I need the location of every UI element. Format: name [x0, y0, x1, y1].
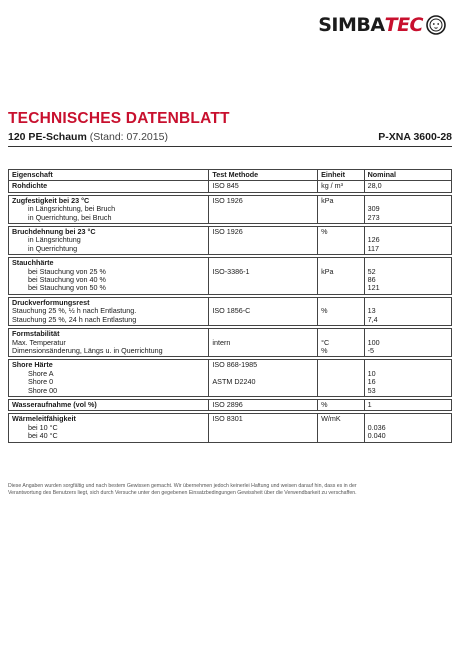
sub-property: bei 10 °C: [28, 422, 58, 432]
unit-value: °C: [321, 337, 330, 347]
unit: kPa: [318, 195, 365, 223]
value: 13: [367, 306, 376, 316]
test-method: ISO 2896: [209, 399, 318, 410]
test-method: ISO 1926: [209, 195, 318, 223]
column-header-nominal: Nominal: [364, 170, 451, 181]
unit: [318, 329, 365, 357]
nominal-value: [364, 329, 451, 357]
property-cell: [9, 297, 209, 325]
test-method-value: ISO-3386-1: [212, 266, 250, 276]
table-row: [9, 297, 452, 325]
unit: %: [318, 399, 365, 410]
property-label: Rohdichte: [9, 181, 209, 192]
table-row: [9, 360, 452, 397]
test-method: [209, 258, 318, 295]
value: 309: [367, 204, 380, 214]
disclaimer-line: Verantwortung des Benutzers liegt, sich durch Versuche unter den gegebenen Einsatzbedingungen Gewissheit über die Verwendbarkeit zu verschaffen.: [8, 490, 357, 496]
nominal-value: [364, 227, 451, 255]
property-cell: [9, 195, 209, 223]
property-cell: [9, 258, 209, 295]
property-label: Zugfestigkeit bei 23 °C: [12, 195, 90, 205]
page-title: TECHNISCHES DATENBLATT: [8, 110, 230, 127]
unit-value: %: [321, 345, 328, 355]
disclaimer-line: Diese Angaben wurden sorgfältig und nach bestem Gewissen gemacht. Wir übernehmen jedoch keinerlei Haftung und weisen darauf hin, dass es in der: [8, 483, 357, 489]
sub-property: bei Stauchung von 50 %: [28, 283, 106, 293]
property-label: Druckverformungsrest: [12, 297, 90, 307]
unit: %: [318, 227, 365, 255]
sub-property: bei Stauchung von 40 %: [28, 275, 106, 285]
nominal-value: [364, 195, 451, 223]
unit: kg / m³: [318, 181, 365, 192]
sub-property: in Längsrichtung: [28, 235, 81, 245]
property-cell: [9, 414, 209, 442]
logo-text-simba: SIMBA: [318, 14, 385, 36]
sub-property: Max. Temperatur: [12, 337, 66, 347]
unit-value: kPa: [321, 266, 334, 276]
test-method-value: ISO 868-1985: [212, 360, 258, 370]
test-method: [209, 297, 318, 325]
test-method-value: intern: [212, 337, 231, 347]
test-method: ISO 8301: [209, 414, 318, 442]
title-divider: [8, 146, 452, 147]
unit: [318, 360, 365, 397]
property-cell: [9, 227, 209, 255]
value: 100: [367, 337, 380, 347]
value: 117: [367, 243, 380, 253]
sub-property: in Querrichtung, bei Bruch: [28, 212, 112, 222]
value: 16: [367, 377, 376, 387]
unit: [318, 258, 365, 295]
nominal-value: [364, 414, 451, 442]
column-header-property: Eigenschaft: [9, 170, 209, 181]
table-row: [9, 399, 452, 410]
value: 0.036: [367, 422, 386, 432]
unit: [318, 297, 365, 325]
sub-property: bei Stauchung von 25 %: [28, 266, 106, 276]
nominal-value: [364, 360, 451, 397]
test-method-value: ISO 1856-C: [212, 306, 251, 316]
property-label: Bruchdehnung bei 23 °C: [12, 227, 96, 237]
test-method: ISO 845: [209, 181, 318, 192]
table-row: [9, 195, 452, 223]
property-label: Formstabilität: [12, 329, 60, 339]
sub-property: Shore 00: [28, 385, 58, 395]
value: 10: [367, 368, 376, 378]
nominal-value: 1: [364, 399, 451, 410]
unit-value: %: [321, 306, 328, 316]
test-method: ISO 1926: [209, 227, 318, 255]
test-method: [209, 329, 318, 357]
sub-property: Shore A: [28, 368, 54, 378]
table-row: [9, 258, 452, 295]
property-label: Wärmeleitfähigkeit: [12, 414, 76, 424]
sub-property: Stauchung 25 %, 24 h nach Entlastung: [12, 314, 137, 324]
brand-logo: [318, 14, 446, 36]
product-code: P-XNA 3600-28: [378, 131, 452, 143]
value: 126: [367, 235, 380, 245]
revision-date: (Stand: 07.2015): [89, 131, 168, 143]
sub-property: bei 40 °C: [28, 431, 58, 441]
value: 7,4: [367, 314, 378, 324]
test-method-value: ASTM D2240: [212, 377, 256, 387]
product-line: [8, 131, 452, 143]
sub-property: in Querrichtung: [28, 243, 78, 253]
value: 52: [367, 266, 376, 276]
table-row: [9, 329, 452, 357]
sub-property: Stauchung 25 %, ½ h nach Entlastung.: [12, 306, 137, 316]
value: -5: [367, 345, 374, 355]
value: 273: [367, 212, 380, 222]
column-header-method: Test Methode: [209, 170, 318, 181]
property-cell: [9, 360, 209, 397]
table-header-row: [9, 170, 452, 181]
value: 86: [367, 275, 376, 285]
sub-property: in Längsrichtung, bei Bruch: [28, 204, 116, 214]
product-name: 120 PE-Schaum: [8, 131, 87, 143]
property-label: Wasseraufnahme (vol %): [9, 399, 209, 410]
sub-property: Dimensionsänderung, Längs u. in Querrichtung: [12, 345, 163, 355]
product-name-group: [8, 131, 168, 143]
sub-property: Shore 0: [28, 377, 54, 387]
column-header-unit: Einheit: [318, 170, 365, 181]
value: 53: [367, 385, 376, 395]
test-method: [209, 360, 318, 397]
disclaimer: [8, 483, 452, 497]
property-cell: [9, 329, 209, 357]
table-row: [9, 227, 452, 255]
nominal-value: [364, 297, 451, 325]
value: 121: [367, 283, 380, 293]
lion-head-icon: [426, 15, 446, 35]
value: 0.040: [367, 431, 386, 441]
nominal-value: [364, 258, 451, 295]
data-table: [8, 169, 452, 443]
property-label: Stauchhärte: [12, 258, 54, 268]
unit: W/mK: [318, 414, 365, 442]
nominal-value: 28,0: [364, 181, 451, 192]
property-label: Shore Härte: [12, 360, 53, 370]
table-row: [9, 181, 452, 192]
logo-text-tec: TEC: [384, 14, 423, 36]
table-row: [9, 414, 452, 442]
